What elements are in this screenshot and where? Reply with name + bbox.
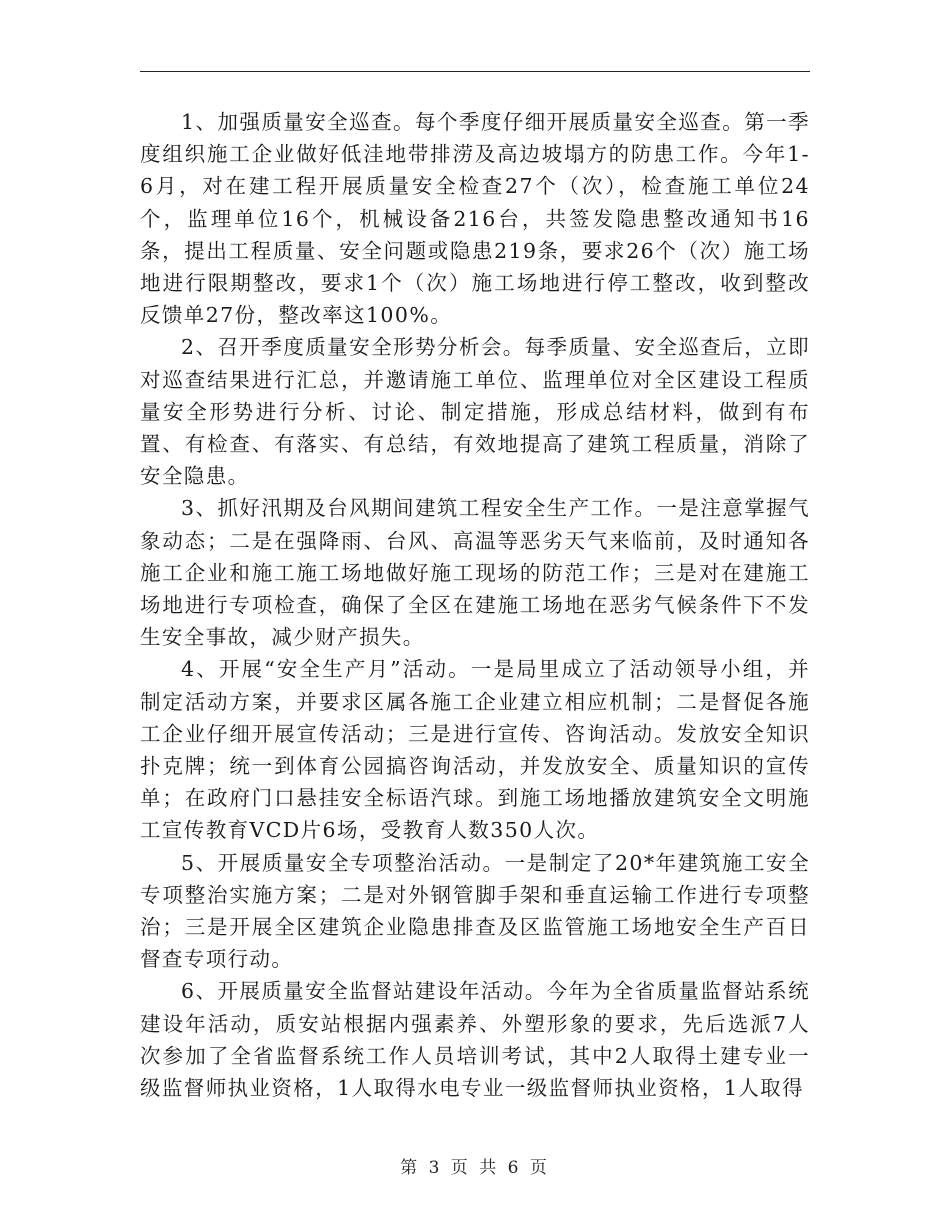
paragraph-3: 3、抓好汛期及台风期间建筑工程安全生产工作。一是注意掌握气象动态；二是在强降雨、台风、高温等恶劣天气来临前，及时通知各施工企业和施工施工场地做好施工现场的防范工作；三是对在建施工场地进行专项检查，确保了全区在建施工场地在恶劣气候条件下不发生安全事故，减少财产损失。 [140, 496, 810, 650]
paragraph-2: 2、召开季度质量安全形势分析会。每季质量、安全巡查后，立即对巡查结果进行汇总，并邀请施工单位、监理单位对全区建设工程质量安全形势进行分析、讨论、制定措施，形成总结材料，做到有布置、有检查、有落实、有总结，有效地提高了建筑工程质量，消除了安全隐患。 [140, 335, 810, 489]
paragraph-1: 1、加强质量安全巡查。每个季度仔细开展质量安全巡查。第一季度组织施工企业做好低洼地带排涝及高边坡塌方的防患工作。今年1-6月，对在建工程开展质量安全检查27个（次），检查施工单位24个，监理单位16个，机械设备216台，共签发隐患整改通知书16条，提出工程质量、安全问题或隐患219条，要求26个（次）施工场地进行限期整改，要求1个（次）施工场地进行停工整改，收到整改反馈单27份，整改率这100%。 [140, 110, 810, 328]
page-footer: 第 3 页 共 6 页 [400, 1158, 550, 1178]
paragraph-5: 5、开展质量安全专项整治活动。一是制定了20*年建筑施工安全专项整治实施方案；二是对外钢管脚手架和垂直运输工作进行专项整治；三是开展全区建筑企业隐患排查及区监管施工场地安全生产百日督查专项行动。 [140, 850, 810, 972]
header-rule [140, 71, 810, 72]
paragraph-4: 4、开展“安全生产月”活动。一是局里成立了活动领导小组，并制定活动方案，并要求区属各施工企业建立相应机制；二是督促各施工企业仔细开展宣传活动；三是进行宣传、咨询活动。发放安全知识扑克牌；统一到体育公园搞咨询活动，并发放安全、质量知识的宣传单；在政府门口悬挂安全标语汽球。到施工场地播放建筑安全文明施工宣传教育VCD片6场，受教育人数350人次。 [140, 657, 810, 843]
paragraph-6: 6、开展质量安全监督站建设年活动。今年为全省质量监督站系统建设年活动，质安站根据内强素养、外塑形象的要求，先后选派7人次参加了全省监督系统工作人员培训考试，其中2人取得土建专业一级监督师执业资格，1人取得水电专业一级监督师执业资格，1人取得 [140, 979, 810, 1101]
document-body [140, 106, 810, 1104]
